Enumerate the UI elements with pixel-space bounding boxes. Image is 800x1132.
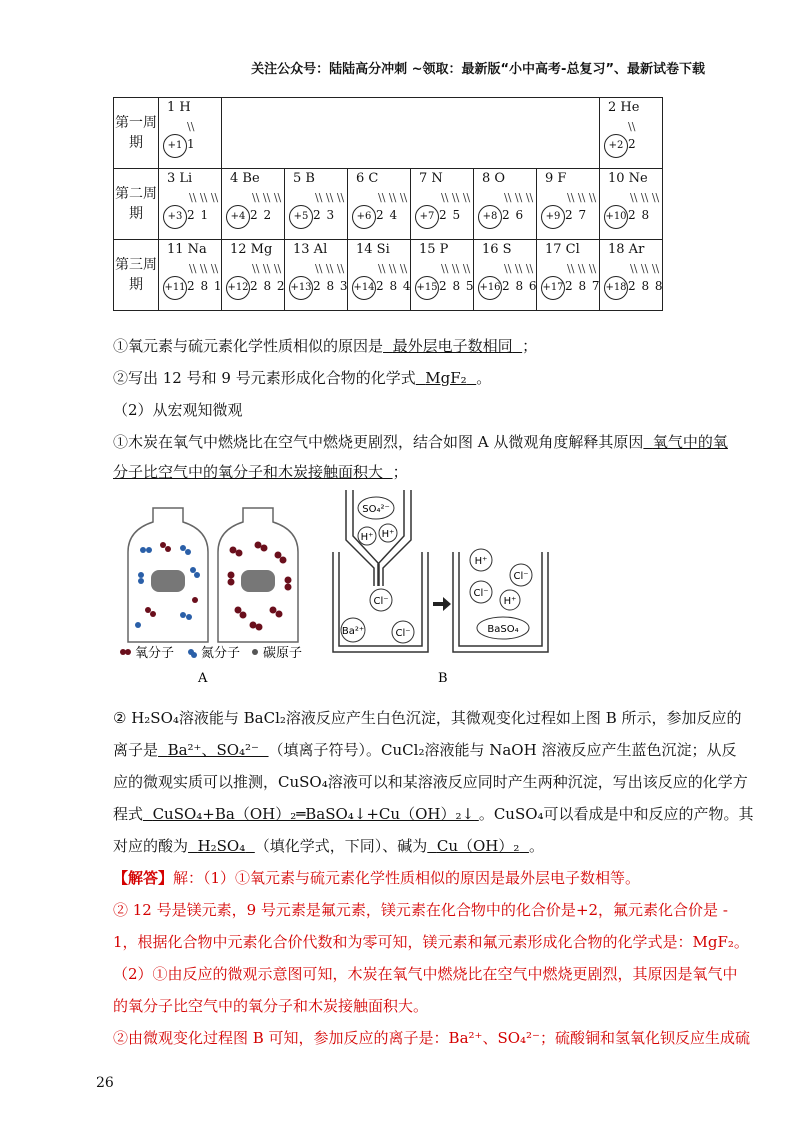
element-cell: 8 O +8 \\ \\ \\ 2 6 (474, 169, 537, 240)
question-4-line3: 应的微观实质可以推测，CuSO₄溶液可以和某溶液反应同时产生两种沉淀，写出该反应的化学方 (113, 773, 748, 791)
question-4-line4: 程式 CuSO₄+Ba（OH）₂═BaSO₄↓+Cu（OH）₂↓ 。CuSO₄可以看成是中和反应的产物。其 (113, 805, 754, 823)
period-label: 第一周期 (114, 98, 159, 169)
arrow-icon (433, 597, 451, 611)
element-cell: 9 F +9 \\ \\ \\ 2 7 (537, 169, 600, 240)
page-header: 关注公众号：陆陆高分冲刺 ~领取：最新版“小中高考-总复习”、最新试卷下载 (251, 62, 705, 77)
period-label: 第二周期 (114, 169, 159, 240)
element-cell: 15 P +15 \\ \\ \\ 2 8 5 (411, 240, 474, 311)
svg-text:H⁺: H⁺ (474, 556, 488, 567)
question-2: ②写出 12 号和 9 号元素形成化合物的化学式 MgF₂ 。 (113, 369, 492, 387)
solution-line5: 的氧分子比空气中的氧分子和木炭接触面积大。 (113, 997, 429, 1015)
element-cell: 7 N +7 \\ \\ \\ 2 5 (411, 169, 474, 240)
element-cell: 16 S +16 \\ \\ \\ 2 8 6 (474, 240, 537, 311)
figure-diagrams (113, 490, 633, 690)
element-cell: 11 Na +11 \\ \\ \\ 2 8 1 (159, 240, 222, 311)
svg-text:BaSO₄: BaSO₄ (487, 624, 519, 635)
element-cell: 2 He +2 \\ 2 (600, 98, 663, 169)
page-number: 26 (96, 1075, 114, 1091)
solution-line3: 1，根据化合物中元素化合价代数和为零可知，镁元素和氟元素形成化合物的化学式是：MgF₂。 (113, 933, 749, 951)
solution-line6: ②由微观变化过程图 B 可知，参加反应的离子是：Ba²⁺、SO₄²⁻；硫酸铜和氢氧化钡反应生成硫 (113, 1029, 750, 1047)
oxygen-molecules (228, 542, 292, 631)
legend-o2: 氧分子 (135, 646, 175, 661)
svg-text:Cl⁻: Cl⁻ (395, 628, 411, 639)
element-cell: 12 Mg +12 \\ \\ \\ 2 8 2 (222, 240, 285, 311)
section-2-title: （2）从宏观知微观 (113, 401, 243, 419)
period-label: 第三周期 (114, 240, 159, 311)
question-3-line2: 分子比空气中的氧分子和木炭接触面积大 ； (113, 463, 408, 481)
svg-text:Cl⁻: Cl⁻ (373, 596, 389, 607)
element-cell: 4 Be +4 \\ \\ \\ 2 2 (222, 169, 285, 240)
svg-text:H⁺: H⁺ (503, 596, 517, 607)
svg-text:Ba²⁺: Ba²⁺ (341, 626, 365, 637)
element-cell: 3 Li +3 \\ \\ \\ 2 1 (159, 169, 222, 240)
air-molecules (135, 542, 200, 628)
question-4-line2: 离子是 Ba²⁺、SO₄²⁻ （填离子符号）。CuCl₂溶液能与 NaOH 溶液反应产生蓝色沉淀；从反 (113, 741, 737, 759)
element-cell: 18 Ar +18 \\ \\ \\ 2 8 8 (600, 240, 663, 311)
element-cell: 1 H +1 \\ 1 (159, 98, 222, 169)
element-cell: 13 Al +13 \\ \\ \\ 2 8 3 (285, 240, 348, 311)
question-1: ①氧元素与硫元素化学性质相似的原因是 最外层电子数相同 ； (113, 337, 538, 355)
svg-text:H⁺: H⁺ (381, 529, 395, 540)
solution-line2: ② 12 号是镁元素，9 号元素是氟元素，镁元素在化合物中的化合价是+2，氟元素化合价是 - (113, 901, 728, 919)
solution-line4: （2）①由反应的微观示意图可知，木炭在氧气中燃烧比在空气中燃烧更剧烈，其原因是氧气中 (113, 965, 738, 983)
svg-text:H⁺: H⁺ (360, 532, 374, 543)
figure-a-label: A (198, 671, 208, 686)
question-3-line1: ①木炭在氧气中燃烧比在空气中燃烧更剧烈，结合如图 A 从微观角度解释其原因 氧气中的氧 (113, 433, 728, 451)
element-cell: 6 C +6 \\ \\ \\ 2 4 (348, 169, 411, 240)
svg-text:Cl⁻: Cl⁻ (513, 571, 529, 582)
element-cell: 17 Cl +17 \\ \\ \\ 2 8 7 (537, 240, 600, 311)
element-cell: 14 Si +14 \\ \\ \\ 2 8 4 (348, 240, 411, 311)
question-4-line5: 对应的酸为 H₂SO₄ （填化学式，下同）、碱为 Cu（OH）₂ 。 (113, 837, 544, 855)
figure-b-label: B (438, 671, 448, 686)
element-cell: 5 B +5 \\ \\ \\ 2 3 (285, 169, 348, 240)
svg-text:Cl⁻: Cl⁻ (473, 588, 489, 599)
legend-n2: 氮分子 (201, 646, 241, 661)
periodic-table (113, 97, 663, 311)
element-cell: 10 Ne +10 \\ \\ \\ 2 8 (600, 169, 663, 240)
solution-line1: 【解答】解：（1）①氧元素与硫元素化学性质相似的原因是最外层电子数相等。 (113, 869, 641, 887)
question-4-line1: ② H₂SO₄溶液能与 BaCl₂溶液反应产生白色沉淀，其微观变化过程如上图 B 所示，参加反应的 (113, 709, 742, 727)
svg-text:SO₄²⁻: SO₄²⁻ (362, 504, 390, 515)
legend-c: 碳原子 (263, 646, 303, 661)
